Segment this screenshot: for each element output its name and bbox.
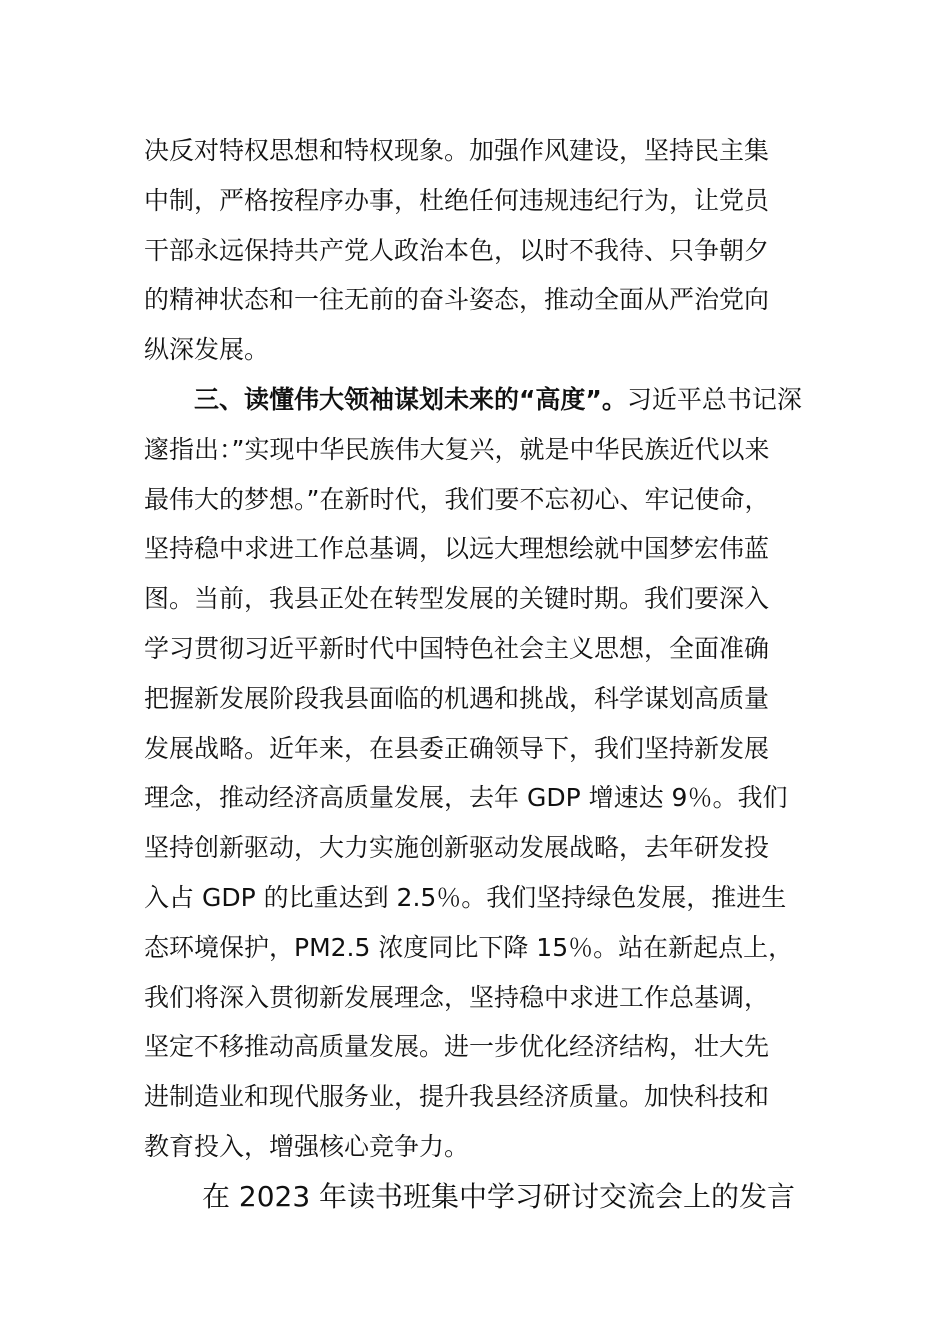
paragraph-line: 进制造业和现代服务业，提升我县经济质量。加快科技和 xyxy=(144,1082,770,1112)
document-title: 在 2023 年读书班集中学习研讨交流会上的发言 xyxy=(202,1180,796,1213)
paragraph-line: 入占 GDP 的比重达到 2.5％。我们坚持绿色发展，推进生 xyxy=(144,882,787,912)
paragraph-line: 邃指出：”实现中华民族伟大复兴，就是中华民族近代以来 xyxy=(144,434,770,464)
paragraph-line: 干部永远保持共产党人政治本色，以时不我待、只争朝夕 xyxy=(144,235,770,265)
paragraph-line: 的精神状态和一往无前的奋斗姿态，推动全面从严治党向 xyxy=(144,285,770,315)
paragraph-line: 我们将深入贯彻新发展理念，坚持稳中求进工作总基调， xyxy=(144,982,770,1012)
paragraph-line: 教育投入，增强核心竞争力。 xyxy=(144,1131,470,1161)
paragraph-line: 把握新发展阶段我县面临的机遇和挑战，科学谋划高质量 xyxy=(144,683,770,713)
section-heading: 三、读懂伟大领袖谋划未来的“高度”。 xyxy=(194,384,627,414)
paragraph-line: 态环境保护，PM2.5 浓度同比下降 15％。站在新起点上， xyxy=(144,932,794,962)
paragraph-line: 纵深发展。 xyxy=(144,335,270,365)
paragraph-line: 坚定不移推动高质量发展。进一步优化经济结构，壮大先 xyxy=(144,1032,770,1062)
paragraph-line: 决反对特权思想和特权现象。加强作风建设，坚持民主集 xyxy=(144,136,770,165)
paragraph-line: 坚持创新驱动，大力实施创新驱动发展战略，去年研发投 xyxy=(144,833,770,863)
paragraph-line: 理念，推动经济高质量发展，去年 GDP 增速达 9％。我们 xyxy=(144,783,788,813)
paragraph-line: 学习贯彻习近平新时代中国特色社会主义思想，全面准确 xyxy=(144,633,770,663)
paragraph-text: 习近平总书记深 xyxy=(626,384,802,414)
paragraph-line: 最伟大的梦想。”在新时代，我们要不忘初心、牢记使命， xyxy=(144,484,770,514)
paragraph-line: 图。当前，我县正处在转型发展的关键时期。我们要深入 xyxy=(144,584,770,614)
section-heading-line xyxy=(144,375,804,425)
body-text xyxy=(144,126,804,1172)
paragraph-line: 坚持稳中求进工作总基调，以远大理想绘就中国梦宏伟蓝 xyxy=(144,534,770,564)
paragraph-line: 中制，严格按程序办事，杜绝任何违规违纪行为，让党员 xyxy=(144,185,770,215)
paragraph-line: 发展战略。近年来，在县委正确领导下，我们坚持新发展 xyxy=(144,733,770,763)
